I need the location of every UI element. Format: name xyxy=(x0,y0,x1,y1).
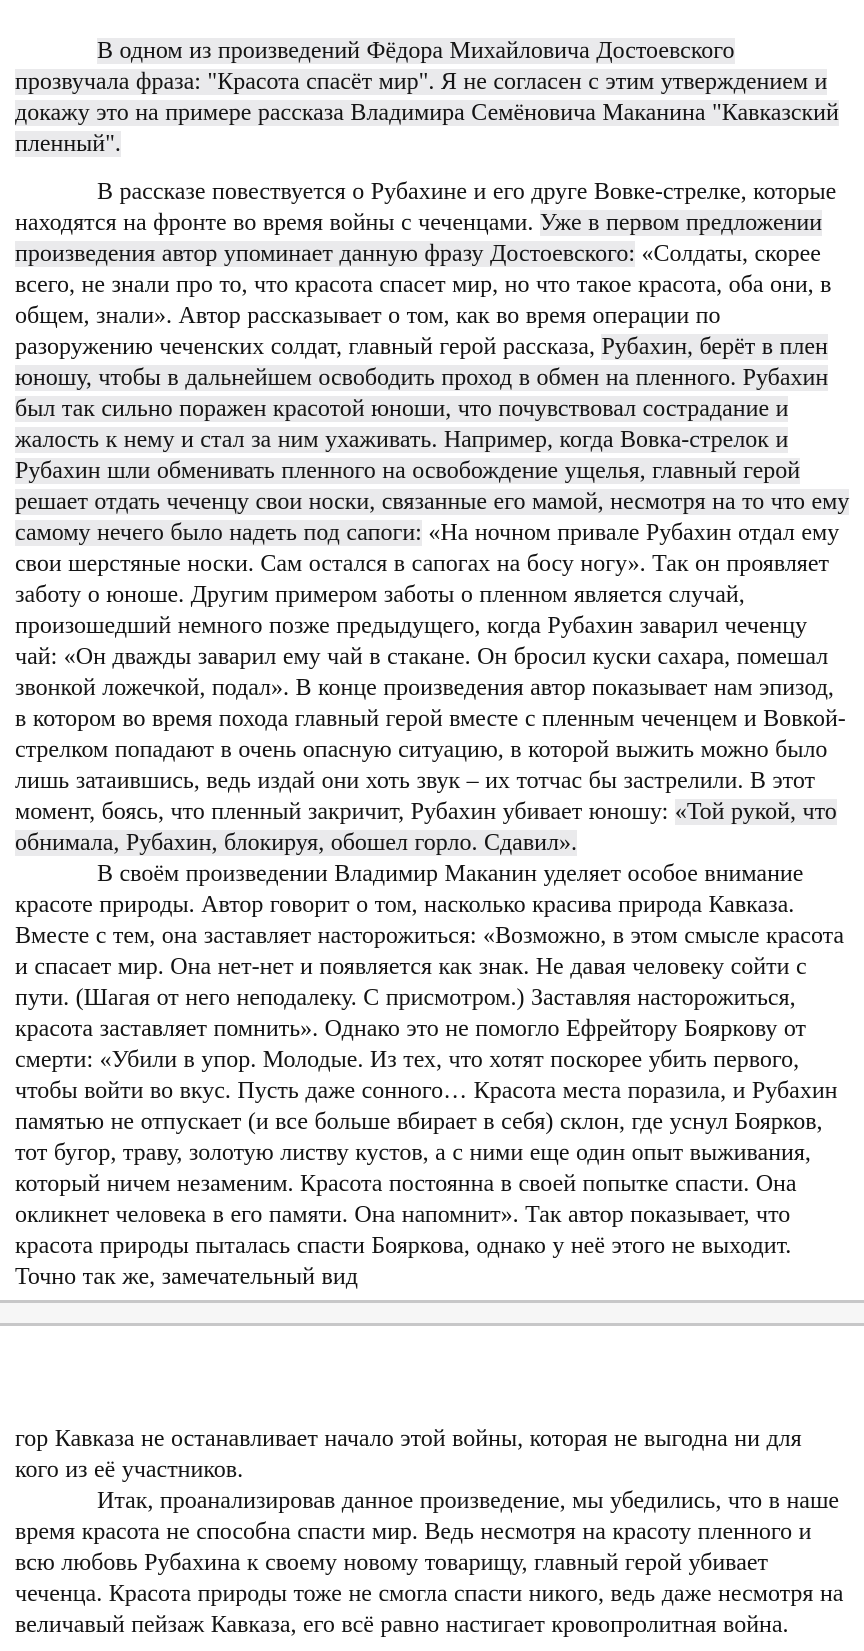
text-run: «На ночном привале Рубахин отдал ему свои шерстяные носки. Сам остался в сапогах на босу ногу». Так он проявляет заботу о юноше. Другим примером заботы о пленном является случай, произошедший немного позже предыдущего, когда Рубахин заварил чеченцу чай: «Он дважды заварил ему чай в стакане. Он бросил куски сахара, помешал звонкой ложечкой, подал». В конце произведения автор показывает нам эпизод, в котором во время похода главный герой вместе с пленным чеченцем и Вовкой-стрелком попадают в очень опасную ситуацию, в которой выжить можно было лишь затаившись, ведь издай они хоть звук – их тотчас бы застрелили. В этот момент, боясь, что пленный закричит, Рубахин убивает юношу: xyxy=(15,520,846,825)
document-page-2 xyxy=(15,1424,850,1641)
paragraph xyxy=(15,36,850,160)
paragraph xyxy=(15,1424,850,1486)
text-run: В своём произведении Владимир Маканин уделяет особое внимание красоте природы. Автор говорит о том, насколько красива природа Кавказа. Вместе с тем, она заставляет насторожиться: «Возможно, в этом смысле красота и спасает мир. Она нет-нет и появляется как знак. Не давая человеку сойти с пути. (Шагая от него неподалеку. С присмотром.) Заставляя насторожиться, красота заставляет помнить». Однако это не помогло Ефрейтору Бояркову от смерти: «Убили в упор. Молодые. Из тех, что хотят поскорее убить первого, чтобы войти во вкус. Пусть даже сонного… Красота места поразила, и Рубахин памятью не отпускает (и все больше вбирает в себя) склон, где уснул Боярков, тот бугор, траву, золотую листву кустов, а с ними еще один опыт выживания, который ничем незаменим. Красота постоянна в своей попытке спасти. Она окликнет человека в его памяти. Она напомнит». Так автор показывает, что красота природы пыталась спасти Бояркова, однако у неё этого не выходит. Точно так же, замечательный вид xyxy=(15,861,845,1290)
text-run: Итак, проанализировав данное произведение, мы убедились, что в наше время красота не способна спасти мир. Ведь несмотря на красоту пленного и всю любовь Рубахина к своему новому товарищу, главный герой убивает чеченца. Красота природы тоже не смогла спасти никого, ведь даже несмотря на величавый пейзаж Кавказа, его всё равно настигает кровопролитная война. xyxy=(15,1488,844,1638)
paragraph xyxy=(15,1486,850,1641)
page-break-separator xyxy=(0,1300,864,1326)
highlighted-text-run: «Той рукой, что обнимала, Рубахин, блокируя, обошел горло. Сдавил». xyxy=(15,799,837,856)
paragraph xyxy=(15,177,850,859)
highlighted-text-run: В одном из произведений Фёдора Михайловича Достоевского прозвучала фраза: "Красота спасёт мир". Я не согласен с этим утверждением и докажу это на примере рассказа Владимира Семёновича Маканина "Кавказский пленный". xyxy=(15,38,839,157)
text-run: гор Кавказа не останавливает начало этой войны, которая не выгодна ни для кого из её участников. xyxy=(15,1426,802,1483)
highlighted-text-run: Рубахин, берёт в плен юношу, чтобы в дальнейшем освободить проход в обмен на пленного. Рубахин был так сильно поражен красотой юноши, что почувствовал сострадание и жалость к нему и стал за ним ухаживать. Например, когда Вовка-стрелок и Рубахин шли обменивать пленного на освобождение ущелья, главный герой решает отдать чеченцу свои носки, связанные его мамой, несмотря на то что ему самому нечего было надеть под сапоги: xyxy=(15,334,850,546)
text-run: В рассказе повествуется о Рубахине и его друге Вовке-стрелке, которые находятся на фронте во время войны с чеченцами. xyxy=(15,179,837,236)
document-page-1 xyxy=(15,36,850,1293)
paragraph xyxy=(15,859,850,1293)
text-run: «Солдаты, скорее всего, не знали про то, что красота спасет мир, но что такое красота, оба они, в общем, знали». Автор рассказывает о том, как во время операции по разоружению чеченских солдат, главный герой рассказа, xyxy=(15,241,832,360)
highlighted-text-run: Уже в первом предложении произведения автор упоминает данную фразу Достоевского: xyxy=(15,210,823,267)
